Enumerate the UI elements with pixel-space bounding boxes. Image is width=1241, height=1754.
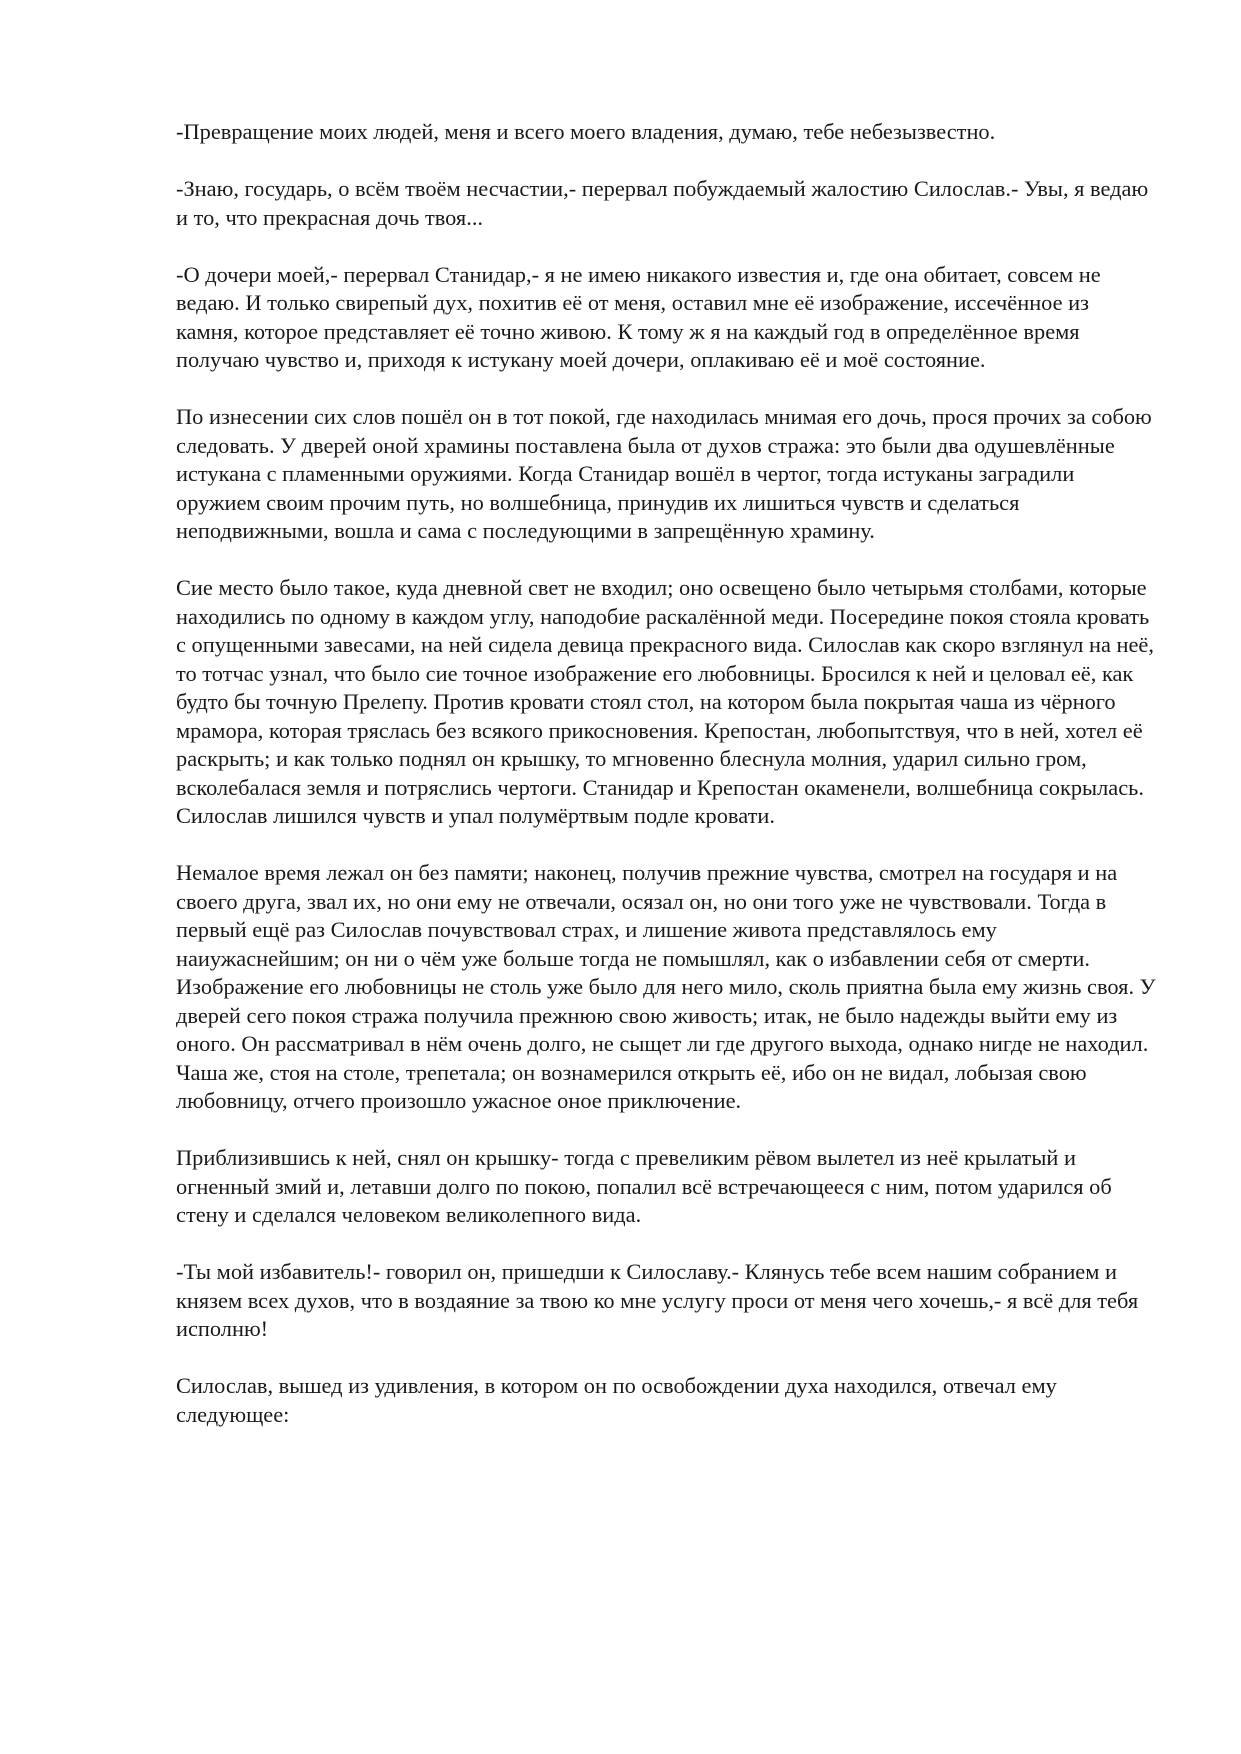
paragraph: Приблизившись к ней, снял он крышку- тогда с превеликим рёвом вылетел из неё крылатый и огненный змий и, летавши долго по покою, попалил всё встречающееся с ним, потом ударился об стену и сделался человеком великолепного вида. (176, 1145, 1112, 1227)
paragraph: -О дочери моей,- перервал Станидар,- я не имею никакого известия и, где она обитает, совсем не ведаю. И только свирепый дух, похитив её от меня, оставил мне её изображение, иссечённое из камня, которое представляет её точно живою. К тому ж я на каждый год в определённое время получаю чувство и, приходя к истукану моей дочери, оплакиваю её и моё состояние. (176, 261, 1101, 372)
document-text-body (176, 118, 1156, 1458)
paragraph: По изнесении сих слов пошёл он в тот покой, где находилась мнимая его дочь, прося прочих за собою следовать. У дверей оной храмины поставлена была от духов стража: это были два одушевлённые истукана с пламенными оружиями. Когда Станидар вошёл в чертог, тогда истуканы заградили оружием своим прочим путь, но волшебница, принудив их лишиться чувств и сделаться неподвижными, вошла и сама с последующими в запрещённую храмину. (176, 404, 1152, 543)
paragraph: -Превращение моих людей, меня и всего моего владения, думаю, тебе небезызвестно. (176, 119, 996, 144)
paragraph: -Ты мой избавитель!- говорил он, пришедши к Силославу.- Клянусь тебе всем нашим собранием и князем всех духов, что в воздаяние за твою ко мне услугу проси от меня чего хочешь,- я всё для тебя исполню! (176, 1259, 1139, 1341)
paragraph: Немалое время лежал он без памяти; наконец, получив прежние чувства, смотрел на государя и на своего друга, звал их, но они ему не отвечали, осязал он, но они того уже не чувствовали. Тогда в первый ещё раз Силослав почувствовал страх, и лишение живота представлялось ему наиужаснейшим; он ни о чём уже больше тогда не помышлял, как о избавлении себя от смерти. Изображение его любовницы не столь уже было для него мило, сколь приятна была ему жизнь своя. У дверей сего покоя стража получила прежнюю свою живость; итак, не было надежды выйти ему из оного. Он рассматривал в нём очень долго, не сыщет ли где другого выхода, однако нигде не находил. Чаша же, стоя на столе, трепетала; он вознамерился открыть её, ибо он не видал, лобызая свою любовницу, отчего произошло ужасное оное приключение. (176, 860, 1156, 1113)
paragraph: Сие место было такое, куда дневной свет не входил; оно освещено было четырьмя столбами, которые находились по одному в каждом углу, наподобие раскалённой меди. Посередине покоя стояла кровать с опущенными завесами, на ней сидела девица прекрасного вида. Силослав как скоро взглянул на неё, то тотчас узнал, что было сие точное изображение его любовницы. Бросился к ней и целовал её, как будто бы точную Прелепу. Против кровати стоял стол, на котором была покрытая чаша из чёрного мрамора, которая тряслась без всякого прикосновения. Крепостан, любопытствуя, что в ней, хотел её раскрыть; и как только поднял он крышку, то мгновенно блеснула молния, ударил сильно гром, всколебалася земля и потряслись чертоги. Станидар и Крепостан окаменели, волшебница сокрылась. Силослав лишился чувств и упал полумёртвым подле кровати. (176, 575, 1154, 828)
paragraph: Силослав, вышед из удивления, в котором он по освобождении духа находился, отвечал ему следующее: (176, 1373, 1057, 1427)
paragraph: -Знаю, государь, о всём твоём несчастии,- перервал побуждаемый жалостию Силослав.- Увы, я ведаю и то, что прекрасная дочь твоя... (176, 176, 1149, 230)
